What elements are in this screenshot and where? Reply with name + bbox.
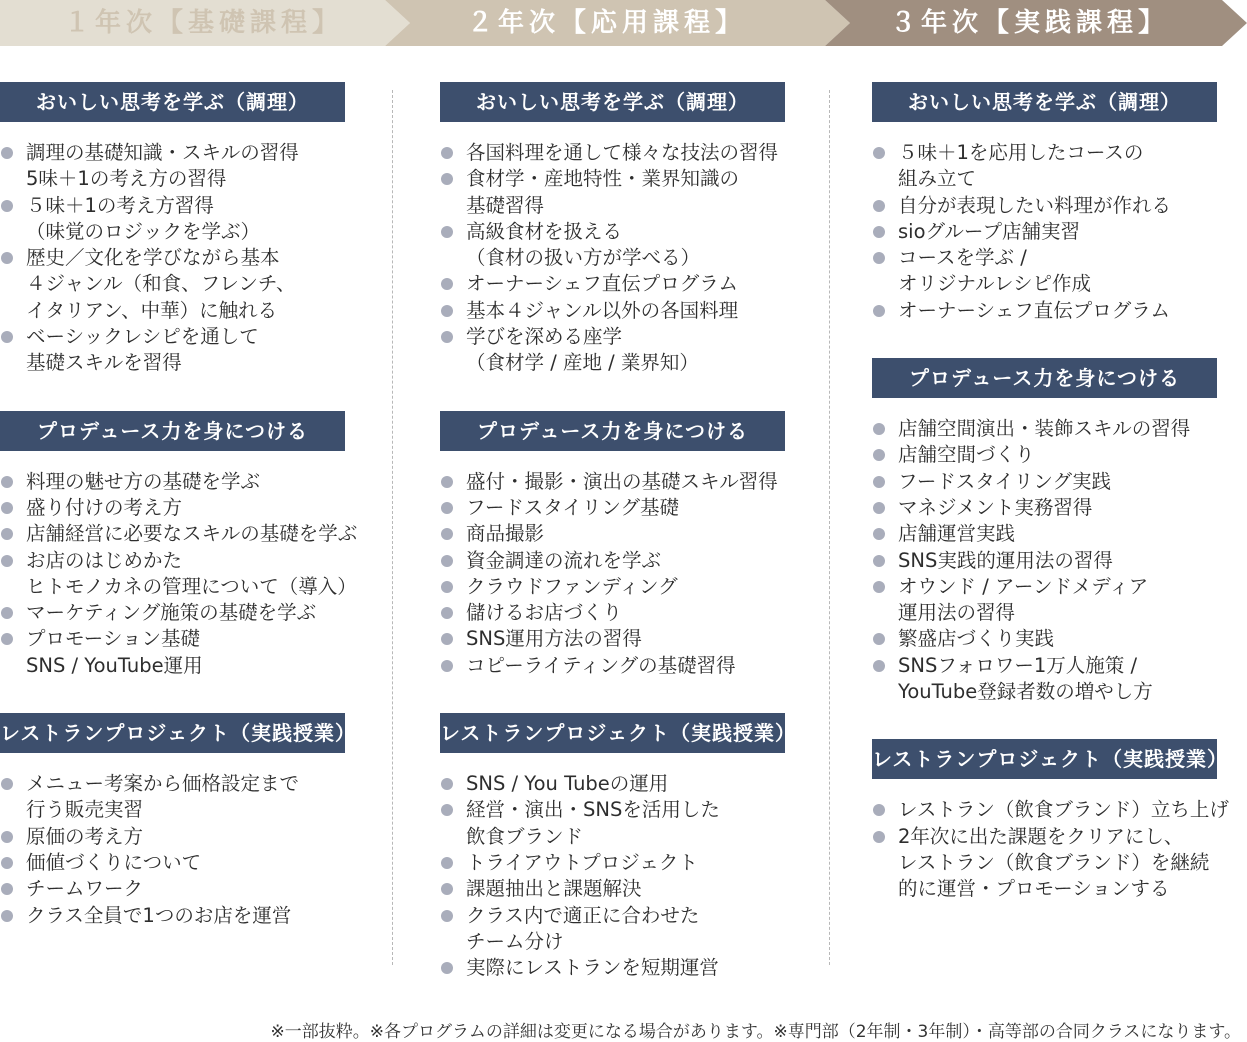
- list-item-text: クラス内で適正に合わせた チーム分け: [466, 903, 700, 953]
- bullet-icon: [873, 555, 885, 567]
- list-item: [872, 442, 1242, 468]
- bullet-icon: [873, 252, 885, 264]
- bullet-icon: [873, 831, 885, 843]
- bullet-icon: [1, 778, 13, 790]
- bullet-icon: [873, 423, 885, 435]
- bullet-icon: [1, 831, 13, 843]
- item-list: [872, 416, 1242, 705]
- bullet-icon: [873, 528, 885, 540]
- list-item-text: 店舗運営実践: [898, 522, 1016, 546]
- list-item: [872, 245, 1242, 298]
- bullet-icon: [441, 555, 453, 567]
- year1-label: １年次【基礎課程】: [64, 8, 344, 38]
- list-item-text: SNSフォロワー1万人施策 / YouTube登録者数の増やし方: [898, 653, 1153, 704]
- item-list: [440, 469, 820, 679]
- bullet-icon: [1, 883, 13, 895]
- list-item: [440, 140, 820, 166]
- year1-restaurant-section: [0, 713, 380, 929]
- list-item: [0, 876, 380, 902]
- list-item-text: ベーシックレシピを通して 基礎スキルを習得: [26, 325, 259, 375]
- bullet-icon: [1, 502, 13, 514]
- list-item-text: 盛付・撮影・演出の基礎スキル習得: [466, 469, 778, 493]
- list-item-text: クラス全員で1つのお店を運営: [26, 903, 292, 927]
- list-item: [0, 850, 380, 876]
- section-title: プロデュース力を身につける: [0, 411, 345, 451]
- bullet-icon: [1, 633, 13, 645]
- list-item-text: フードスタイリング実践: [898, 469, 1111, 493]
- list-item: [440, 219, 820, 272]
- list-item: [440, 903, 820, 956]
- bullet-icon: [441, 226, 453, 238]
- list-item-text: 課題抽出と課題解決: [466, 877, 642, 901]
- list-item: [0, 193, 380, 246]
- list-item: [0, 824, 380, 850]
- section-title: プロデュース力を身につける: [440, 411, 785, 451]
- bullet-icon: [441, 278, 453, 290]
- list-item: [440, 653, 820, 679]
- list-item-text: 経営・演出・SNSを活用した 飲食ブランド: [466, 798, 720, 848]
- bullet-icon: [1, 200, 13, 212]
- list-item: [872, 495, 1242, 521]
- list-item: [0, 903, 380, 929]
- list-item-text: SNS運用方法の習得: [466, 627, 642, 651]
- year2-restaurant-section: [440, 713, 820, 981]
- section-title: レストランプロジェクト（実践授業）: [440, 713, 785, 753]
- item-list: [872, 140, 1242, 324]
- list-item-text: 原価の考え方: [26, 824, 144, 848]
- list-item: [440, 850, 820, 876]
- list-item-text: 店舗空間づくり: [898, 443, 1035, 467]
- list-item-text: 各国料理を通して様々な技法の習得: [466, 141, 779, 164]
- list-item: [872, 824, 1242, 903]
- bullet-icon: [873, 449, 885, 461]
- list-item-text: コースを学ぶ / オリジナルレシピ作成: [898, 246, 1092, 296]
- bullet-icon: [441, 778, 453, 790]
- list-item-text: 資金調達の流れを学ぶ: [466, 548, 662, 572]
- list-item: [872, 574, 1242, 627]
- list-item-text: トライアウトプロジェクト: [466, 850, 698, 874]
- bullet-icon: [873, 200, 885, 212]
- bullet-icon: [873, 147, 885, 159]
- year2-column: [440, 82, 820, 1015]
- section-title: レストランプロジェクト（実践授業）: [872, 739, 1217, 779]
- list-item-text: マネジメント実務習得: [898, 495, 1093, 519]
- list-item: [440, 574, 820, 600]
- year3-produce-section: [872, 358, 1242, 705]
- list-item-text: コピーライティングの基礎習得: [466, 653, 736, 677]
- bullet-icon: [441, 173, 453, 185]
- year3-cooking-section: [872, 82, 1242, 324]
- bullet-icon: [1, 476, 13, 488]
- list-item: [440, 797, 820, 850]
- footnote: ※一部抜粋。※各プログラムの詳細は変更になる場合があります。※専門部（2年制・3年制）・高等部の合同クラスになります。: [270, 1022, 1241, 1042]
- item-list: [872, 797, 1242, 902]
- list-item-text: 食材学・産地特性・業界知識の 基礎習得: [466, 167, 740, 217]
- bullet-icon: [441, 147, 453, 159]
- section-title: おいしい思考を学ぶ（調理）: [440, 82, 785, 122]
- list-item: [872, 219, 1242, 245]
- bullet-icon: [873, 804, 885, 816]
- list-item: [872, 298, 1242, 324]
- bullet-icon: [1, 857, 13, 869]
- list-item-text: ５味＋1を応用したコースの 組み立て: [898, 141, 1144, 191]
- list-item-text: 料理の魅せ方の基礎を学ぶ: [26, 469, 261, 493]
- list-item-text: SNS実践的運用法の習得: [898, 548, 1113, 572]
- list-item: [440, 298, 820, 324]
- list-item: [440, 771, 820, 797]
- list-item-text: 商品撮影: [466, 522, 545, 546]
- list-item: [872, 548, 1242, 574]
- list-item-text: 実際にレストランを短期運営: [466, 956, 719, 980]
- item-list: [440, 771, 820, 981]
- year-header-bar: [0, 0, 1247, 46]
- list-item: [440, 495, 820, 521]
- list-item-text: チームワーク: [26, 877, 144, 901]
- list-item-text: 店舗空間演出・装飾スキルの習得: [898, 417, 1191, 441]
- bullet-icon: [873, 476, 885, 488]
- item-list: [440, 140, 820, 377]
- list-item-text: メニュー考案から価格設定まで 行う販売実習: [26, 772, 300, 822]
- list-item: [0, 140, 380, 193]
- list-item-text: クラウドファンディング: [466, 574, 678, 598]
- bullet-icon: [1, 528, 13, 540]
- year2-produce-section: [440, 411, 820, 679]
- list-item: [0, 521, 380, 547]
- bullet-icon: [441, 331, 453, 343]
- list-item: [872, 469, 1242, 495]
- list-item: [0, 771, 380, 824]
- list-item-text: 盛り付けの考え方: [26, 495, 183, 519]
- list-item: [0, 600, 380, 626]
- list-item: [440, 166, 820, 219]
- bullet-icon: [441, 476, 453, 488]
- list-item: [872, 140, 1242, 193]
- list-item-text: 価値づくりについて: [26, 850, 202, 874]
- list-item-text: 学びを深める座学 （食材学 / 産地 / 業界知）: [466, 325, 699, 375]
- bullet-icon: [441, 910, 453, 922]
- bullet-icon: [441, 528, 453, 540]
- list-item-text: オーナーシェフ直伝プログラム: [466, 272, 739, 296]
- bullet-icon: [1, 147, 13, 159]
- year2-label: ２年次【応用課程】: [467, 8, 747, 38]
- year1-column: [0, 82, 380, 963]
- year3-label: ３年次【実践課程】: [890, 8, 1170, 38]
- bullet-icon: [873, 502, 885, 514]
- section-title: レストランプロジェクト（実践授業）: [0, 713, 345, 753]
- bullet-icon: [441, 883, 453, 895]
- list-item: [872, 193, 1242, 219]
- list-item-text: ５味＋1の考え方習得 （味覚のロジックを学ぶ）: [26, 193, 261, 243]
- list-item-text: オウンド / アーンドメディア 運用法の習得: [898, 574, 1149, 625]
- bullet-icon: [441, 607, 453, 619]
- item-list: [0, 140, 380, 377]
- list-item: [440, 548, 820, 574]
- list-item-text: 自分が表現したい料理が作れる: [898, 193, 1172, 217]
- list-item-text: 調理の基礎知識・スキルの習得 5味＋1の考え方の習得: [26, 141, 299, 191]
- list-item: [0, 626, 380, 679]
- bullet-icon: [873, 305, 885, 317]
- bullet-icon: [873, 633, 885, 645]
- bullet-icon: [1, 910, 13, 922]
- list-item: [440, 600, 820, 626]
- year1-produce-section: [0, 411, 380, 679]
- bullet-icon: [1, 252, 13, 264]
- list-item: [440, 626, 820, 652]
- list-item: [872, 416, 1242, 442]
- list-item: [872, 653, 1242, 706]
- list-item-text: レストラン（飲食ブランド）立ち上げ: [898, 798, 1229, 822]
- list-item-text: マーケティング施策の基礎を学ぶ: [26, 601, 317, 625]
- list-item: [872, 797, 1242, 823]
- item-list: [0, 771, 380, 929]
- year2-cooking-section: [440, 82, 820, 377]
- list-item: [872, 521, 1242, 547]
- column-divider: [392, 90, 393, 965]
- section-title: プロデュース力を身につける: [872, 358, 1217, 398]
- list-item: [0, 469, 380, 495]
- list-item-text: 基本４ジャンル以外の各国料理: [466, 298, 739, 322]
- list-item-text: 儲けるお店づくり: [466, 601, 623, 625]
- list-item-text: 2年次に出た課題をクリアにし、 レストラン（飲食ブランド）を継続 的に運営・プロモーションする: [898, 824, 1210, 901]
- list-item: [440, 469, 820, 495]
- list-item-text: 繁盛店づくり実践: [898, 627, 1055, 651]
- bullet-icon: [873, 581, 885, 593]
- list-item-text: 高級食材を扱える （食材の扱い方が学べる）: [466, 219, 701, 270]
- bullet-icon: [873, 660, 885, 672]
- bullet-icon: [1, 555, 13, 567]
- bullet-icon: [441, 305, 453, 317]
- item-list: [0, 469, 380, 679]
- bullet-icon: [441, 502, 453, 514]
- list-item: [0, 324, 380, 377]
- bullet-icon: [441, 581, 453, 593]
- bullet-icon: [873, 226, 885, 238]
- year3-restaurant-section: [872, 739, 1242, 902]
- bullet-icon: [441, 857, 453, 869]
- year3-column: [872, 82, 1242, 937]
- bullet-icon: [441, 804, 453, 816]
- section-title: おいしい思考を学ぶ（調理）: [0, 82, 345, 122]
- list-item-text: プロモーション基礎 SNS / YouTube運用: [26, 627, 203, 677]
- list-item-text: 店舗経営に必要なスキルの基礎を学ぶ: [26, 522, 358, 546]
- list-item: [0, 548, 380, 601]
- list-item-text: sioグループ店舗実習: [898, 219, 1080, 243]
- bullet-icon: [1, 607, 13, 619]
- section-title: おいしい思考を学ぶ（調理）: [872, 82, 1217, 122]
- list-item: [440, 876, 820, 902]
- list-item: [0, 245, 380, 324]
- bullet-icon: [441, 633, 453, 645]
- list-item-text: オーナーシェフ直伝プログラム: [898, 298, 1171, 322]
- list-item: [440, 324, 820, 377]
- list-item: [0, 495, 380, 521]
- list-item: [440, 271, 820, 297]
- column-divider: [829, 90, 830, 965]
- list-item: [440, 521, 820, 547]
- bullet-icon: [441, 660, 453, 672]
- list-item-text: お店のはじめかた ヒトモノカネの管理について（導入）: [26, 548, 357, 598]
- list-item-text: SNS / You Tubeの運用: [466, 772, 669, 796]
- list-item-text: 歴史／文化を学びながら基本 ４ジャンル（和食、フレンチ、 イタリアン、中華）に触れる: [26, 246, 296, 322]
- year1-cooking-section: [0, 82, 380, 377]
- bullet-icon: [441, 962, 453, 974]
- bullet-icon: [1, 331, 13, 343]
- list-item: [440, 955, 820, 981]
- list-item-text: フードスタイリング基礎: [466, 495, 679, 519]
- list-item: [872, 626, 1242, 652]
